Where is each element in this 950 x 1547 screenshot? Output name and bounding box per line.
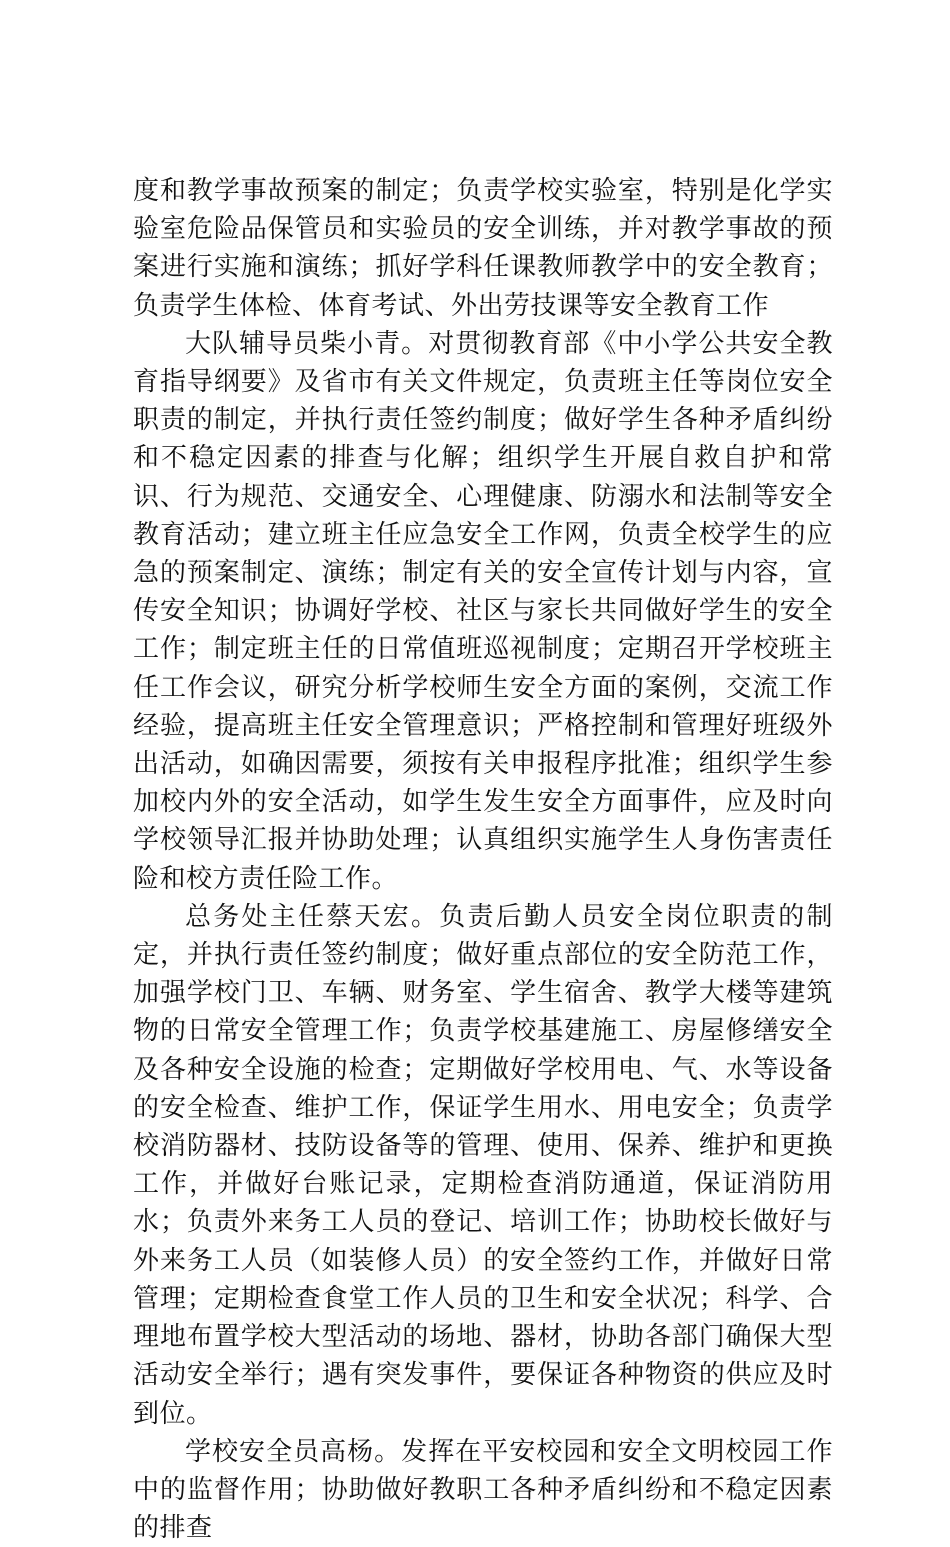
paragraph-safety-officer: 学校安全员高杨。发挥在平安校园和安全文明校园工作中的监督作用；协助做好教职工各种矛盾纠纷和不稳定因素的排查 bbox=[133, 1436, 833, 1544]
paragraph-brigade-counselor: 大队辅导员柴小青。对贯彻教育部《中小学公共安全教育指导纲要》及省市有关文件规定，负责班主任等岗位安全职责的制定，并执行责任签约制度；做好学生各种矛盾纠纷和不稳定因素的排查与化解；组织学生开展自救自护和常识、行为规范、交通安全、心理健康、防溺水和法制等安全教育活动；建立班主任应急安全工作网，负责全校学生的应急的预案制定、演练；制定有关的安全宣传计划与内容，宣传安全知识；协调好学校、社区与家长共同做好学生的安全工作；制定班主任的日常值班巡视制度；定期召开学校班主任工作会议，研究分析学校师生安全方面的案例，交流工作经验，提高班主任安全管理意识；严格控制和管理好班级外出活动，如确因需要，须按有关申报程序批准；组织学生参加校内外的安全活动，如学生发生安全方面事件，应及时向学校领导汇报并协助处理；认真组织实施学生人身伤害责任险和校方责任险工作。 bbox=[133, 328, 833, 894]
paragraph-general-affairs-director: 总务处主任蔡天宏。负责后勤人员安全岗位职责的制定，并执行责任签约制度；做好重点部位的安全防范工作，加强学校门卫、车辆、财务室、学生宿舍、教学大楼等建筑物的日常安全管理工作；负责学校基建施工、房屋修缮安全及各种安全设施的检查；定期做好学校用电、气、水等设备的安全检查、维护工作，保证学生用水、用电安全；负责学校消防器材、技防设备等的管理、使用、保养、维护和更换工作，并做好台账记录，定期检查消防通道，保证消防用水；负责外来务工人员的登记、培训工作；协助校长做好与外来务工人员（如装修人员）的安全签约工作，并做好日常管理；定期检查食堂工作人员的卫生和安全状况；科学、合理地布置学校大型活动的场地、器材，协助各部门确保大型活动安全举行；遇有突发事件，要保证各种物资的供应及时到位。 bbox=[133, 901, 833, 1429]
paragraph-continuation: 度和教学事故预案的制定；负责学校实验室，特别是化学实验室危险品保管员和实验员的安全训练，并对教学事故的预案进行实施和演练；抓好学科任课教师教学中的安全教育；负责学生体检、体育考试、外出劳技课等安全教育工作 bbox=[133, 176, 833, 321]
document-body bbox=[133, 172, 833, 1547]
